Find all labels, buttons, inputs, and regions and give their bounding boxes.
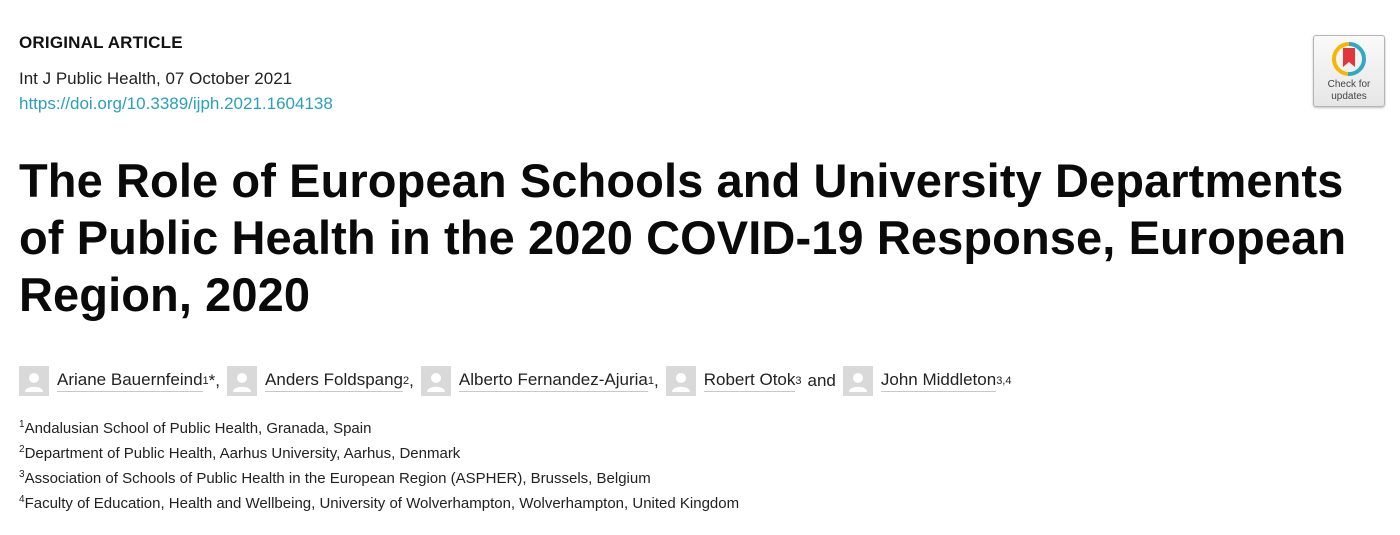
user-placeholder-icon bbox=[843, 366, 873, 396]
affiliation-text: Andalusian School of Public Health, Granada, Spain bbox=[24, 420, 372, 437]
user-placeholder-icon bbox=[666, 366, 696, 396]
affiliation-item bbox=[19, 416, 739, 441]
author-separator: , bbox=[409, 371, 414, 390]
check-updates-label-line2: updates bbox=[1331, 91, 1367, 102]
author-separator: , bbox=[653, 371, 659, 390]
avatar[interactable] bbox=[227, 366, 257, 396]
article-type-label: ORIGINAL ARTICLE bbox=[19, 33, 183, 52]
user-placeholder-icon bbox=[421, 366, 451, 396]
avatar[interactable] bbox=[843, 366, 873, 396]
affiliation-number: 1 bbox=[19, 419, 25, 430]
affiliation-item bbox=[19, 466, 739, 491]
affiliation-text: Department of Public Health, Aarhus University, Aarhus, Denmark bbox=[24, 445, 461, 462]
affiliation-text: Faculty of Education, Health and Wellbeing, University of Wolverhampton, Wolverhampton, United Kingdom bbox=[24, 495, 740, 512]
author-name[interactable]: Alberto Fernandez-Ajuria bbox=[459, 370, 648, 392]
affiliation-number: 3 bbox=[19, 469, 25, 480]
doi-link[interactable]: https://doi.org/10.3389/ijph.2021.1604138 bbox=[19, 94, 333, 113]
affiliation-list bbox=[19, 416, 739, 516]
affiliation-number: 4 bbox=[19, 494, 25, 505]
avatar[interactable] bbox=[19, 366, 49, 396]
author-separator: , bbox=[215, 371, 221, 390]
author-name[interactable]: John Middleton bbox=[881, 370, 996, 392]
article-title: The Role of European Schools and University Departments of Public Health in the 2020 COVID-19 Response, European Region, 2020 bbox=[19, 154, 1347, 321]
avatar[interactable] bbox=[666, 366, 696, 396]
corresponding-mark: * bbox=[208, 371, 216, 390]
user-placeholder-icon bbox=[19, 366, 49, 396]
citation-line: Int J Public Health, 07 October 2021 bbox=[19, 69, 293, 88]
avatar[interactable] bbox=[421, 366, 451, 396]
crossmark-icon bbox=[1330, 40, 1368, 78]
author-name[interactable]: Anders Foldspang bbox=[265, 370, 403, 392]
check-updates-label-line1: Check for bbox=[1327, 79, 1371, 90]
affiliation-item bbox=[19, 491, 739, 516]
affiliation-number: 2 bbox=[19, 444, 25, 455]
affiliation-text: Association of Schools of Public Health in the European Region (ASPHER), Brussels, Belgium bbox=[24, 470, 651, 487]
affiliation-item bbox=[19, 441, 739, 466]
author-name[interactable]: Robert Otok bbox=[704, 370, 796, 392]
authors-conjunction: and bbox=[807, 371, 836, 390]
author-name[interactable]: Ariane Bauernfeind bbox=[57, 370, 203, 392]
user-placeholder-icon bbox=[227, 366, 257, 396]
check-for-updates-badge[interactable] bbox=[1313, 35, 1385, 107]
author-list: Ariane Bauernfeind 1 * , Anders Foldspang 2 , Alberto Fernandez-Ajuria 1 , Robert Otok 3 and John Middleton 3,4 bbox=[19, 366, 1011, 396]
